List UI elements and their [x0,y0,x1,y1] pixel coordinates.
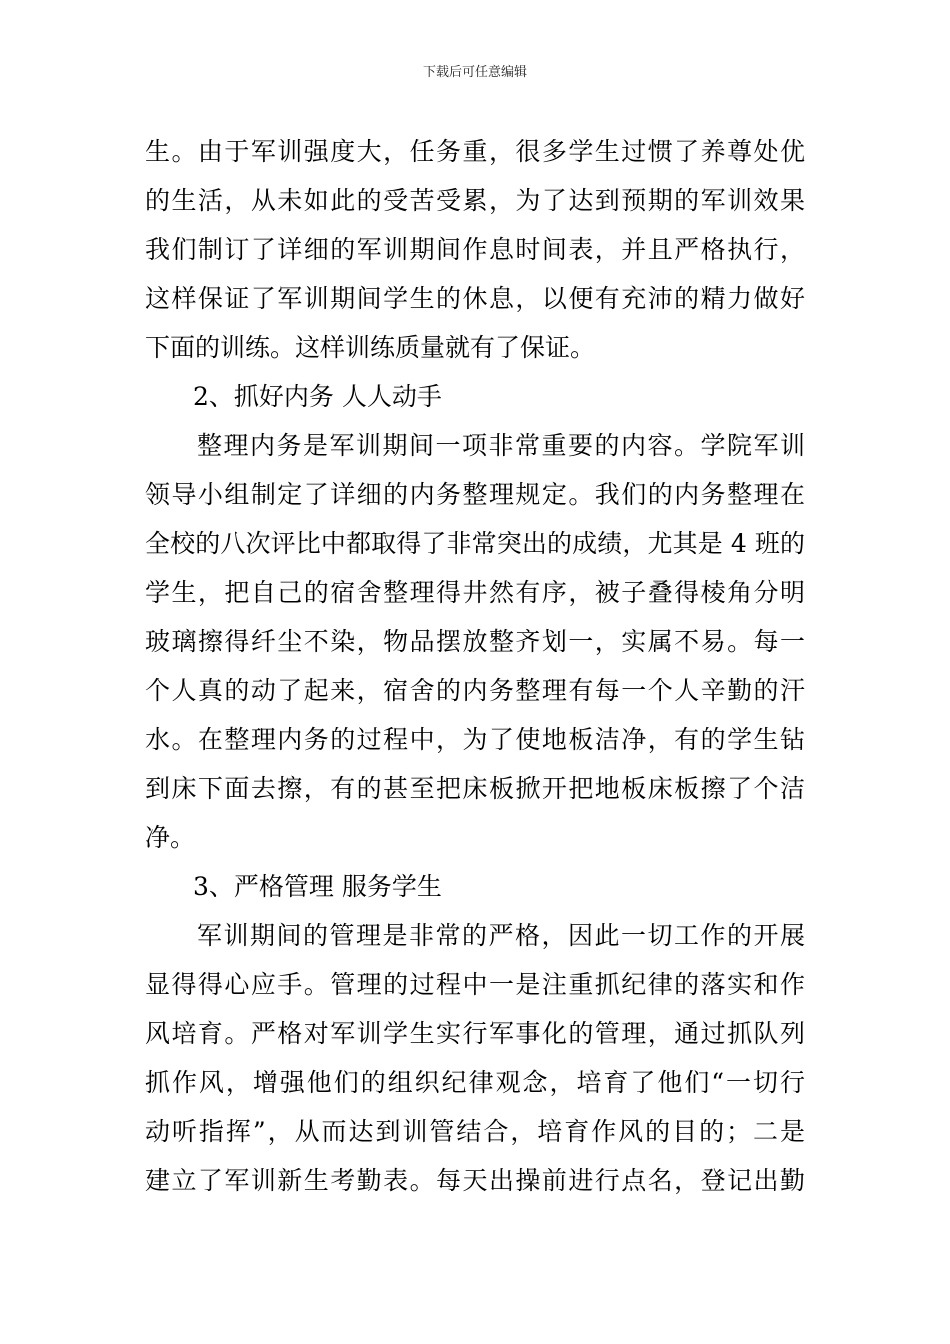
text-line: 动听指挥”，从而达到训管结合，培育作风的目的；二是 [145,1117,805,1146]
text-line: 净。 [145,823,196,852]
section-heading: 2、抓好内务 人人动手 [193,382,442,411]
page-header: 下载后可任意编辑 [422,65,527,80]
text-line: 军训期间的管理是非常的严格，因此一切工作的开展 [197,921,805,950]
text-line: 显得得心应手。管理的过程中一是注重抓纪律的落实和作 [145,970,805,999]
text-line: 学生，把自己的宿舍整理得井然有序，被子叠得棱角分明 [145,578,805,607]
text-line: 生。由于军训强度大，任务重，很多学生过惯了养尊处优 [145,137,805,166]
text-line: 全校的八次评比中都取得了非常突出的成绩，尤其是 4 班的 [145,529,805,558]
text-line: 的生活，从未如此的受苦受累，为了达到预期的军训效果 [145,186,805,215]
text-line: 玻璃擦得纤尘不染，物品摆放整齐划一，实属不易。每一 [145,627,805,656]
section-heading: 3、严格管理 服务学生 [193,872,442,901]
document-body [145,127,805,1205]
text-line: 整理内务是军训期间一项非常重要的内容。学院军训 [197,431,805,460]
text-line: 下面的训练。这样训练质量就有了保证。 [145,333,596,362]
text-line: 水。在整理内务的过程中，为了使地板洁净，有的学生钻 [145,725,805,754]
text-line: 到床下面去擦，有的甚至把床板掀开把地板床板擦了个洁 [145,774,805,803]
text-line: 建立了军训新生考勤表。每天出操前进行点名，登记出勤 [145,1166,805,1195]
text-line: 抓作风，增强他们的组织纪律观念，培育了他们“一切行 [145,1068,805,1097]
text-line: 个人真的动了起来，宿舍的内务整理有每一个人辛勤的汗 [145,676,805,705]
text-line: 这样保证了军训期间学生的休息，以便有充沛的精力做好 [145,284,805,313]
text-line: 我们制订了详细的军训期间作息时间表，并且严格执行， [145,235,805,264]
text-line: 风培育。严格对军训学生实行军事化的管理，通过抓队列 [145,1019,805,1048]
text-line: 领导小组制定了详细的内务整理规定。我们的内务整理在 [145,480,805,509]
